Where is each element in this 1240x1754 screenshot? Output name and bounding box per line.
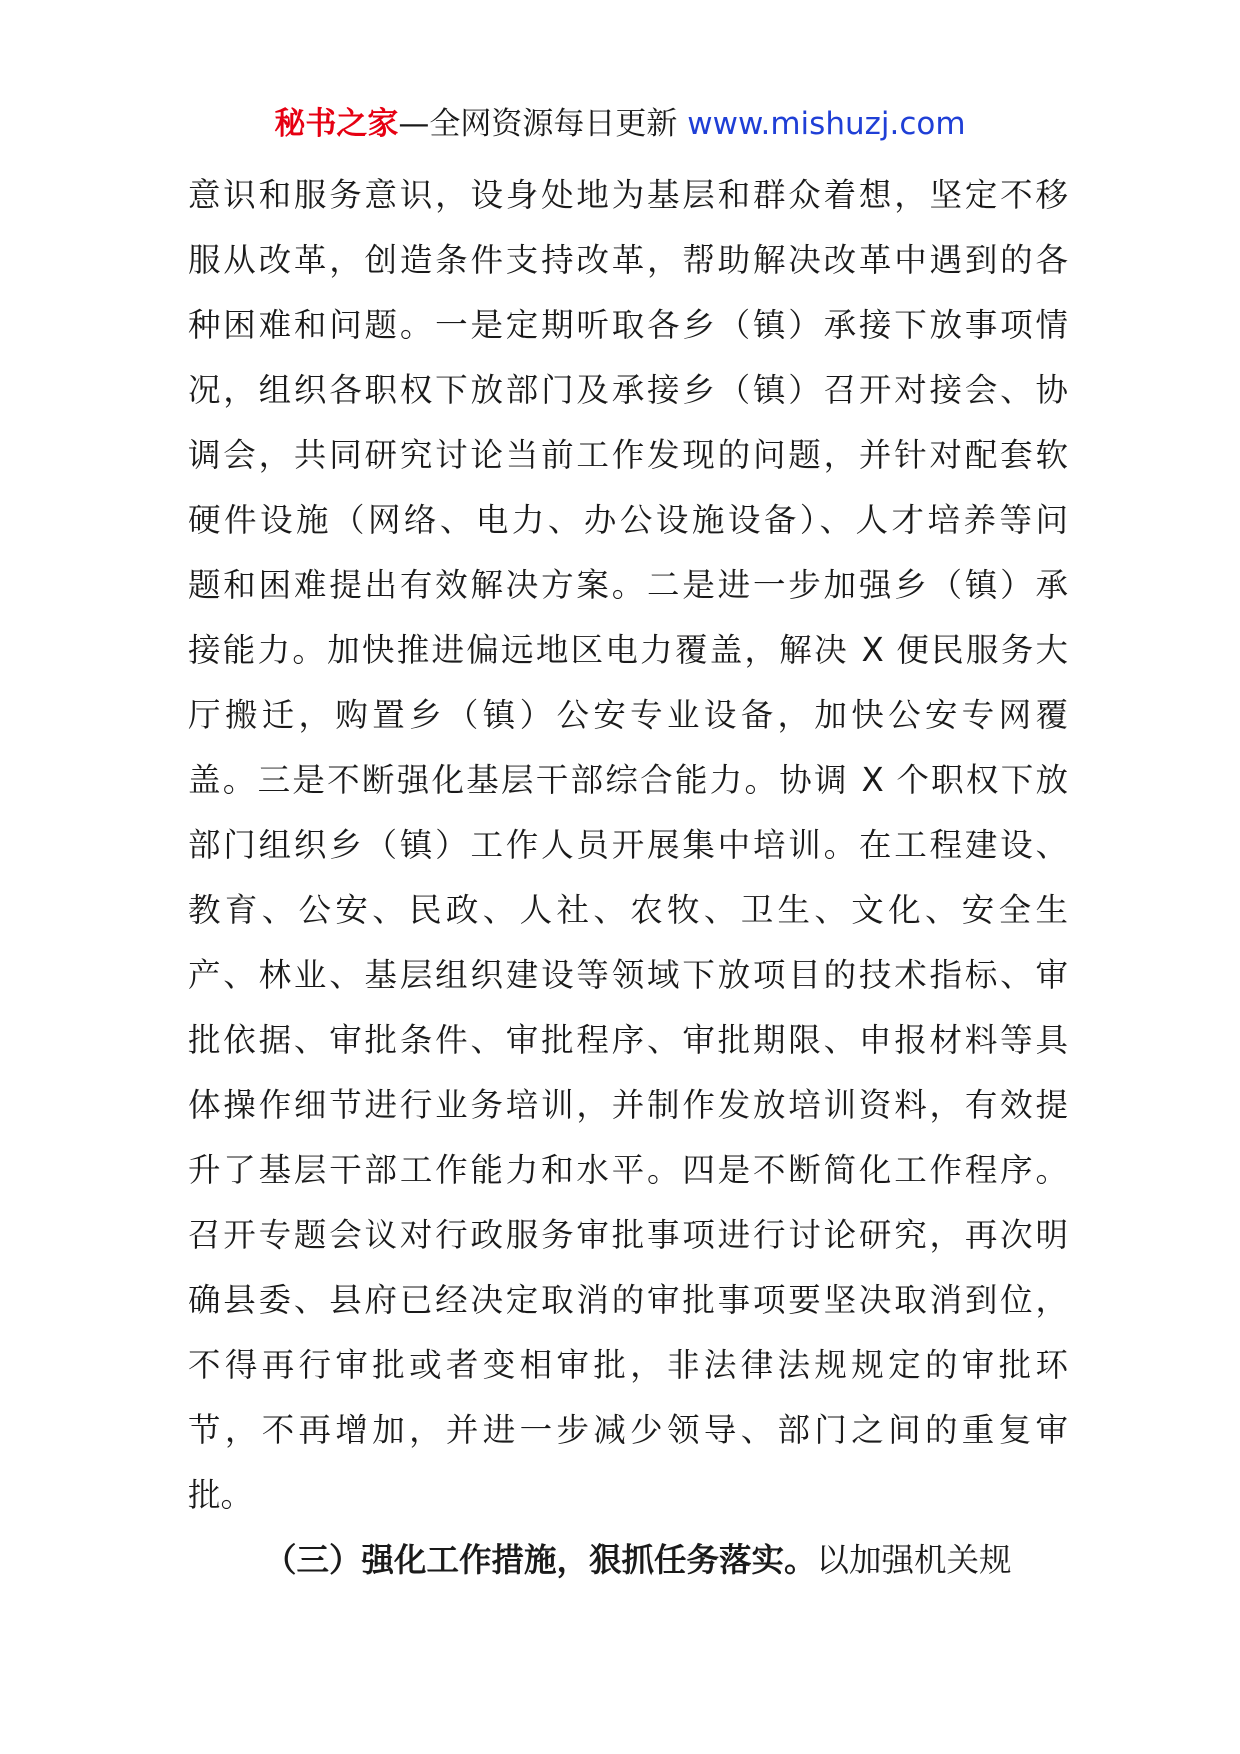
section-heading: （三）强化工作措施，狠抓任务落实。 <box>264 1541 817 1579</box>
site-url-link[interactable]: www.mishuzj.com <box>687 106 966 142</box>
text-line: 升了基层干部工作能力和水平。四是不断简化工作程序。 <box>188 1151 1068 1189</box>
text-line: 批依据、审批条件、审批程序、审批期限、申报材料等具 <box>188 1021 1068 1059</box>
text-line: 节，不再增加，并进一步减少领导、部门之间的重复审 <box>188 1411 1068 1449</box>
text-line: 不得再行审批或者变相审批，非法律法规规定的审批环 <box>188 1346 1068 1384</box>
text-line: 产、林业、基层组织建设等领域下放项目的技术指标、审 <box>188 956 1068 994</box>
text-line: 盖。三是不断强化基层干部综合能力。协调 X 个职权下放 <box>188 761 1068 799</box>
text-line: 服从改革，创造条件支持改革，帮助解决改革中遇到的各 <box>188 241 1068 279</box>
section-text: 以加强机关规 <box>816 1541 1012 1579</box>
section-line <box>188 1528 1068 1593</box>
text-line: 硬件设施（网络、电力、办公设施设备）、人才培养等问 <box>188 501 1068 539</box>
text-line: 意识和服务意识，设身处地为基层和群众着想，坚定不移 <box>188 176 1068 214</box>
text-line: 召开专题会议对行政服务审批事项进行讨论研究，再次明 <box>188 1216 1068 1254</box>
text-line: 体操作细节进行业务培训，并制作发放培训资料，有效提 <box>188 1086 1068 1124</box>
text-line: 确县委、县府已经决定取消的审批事项要坚决取消到位， <box>188 1281 1068 1319</box>
site-banner <box>0 102 1240 146</box>
text-line: 况，组织各职权下放部门及承接乡（镇）召开对接会、协 <box>188 371 1068 409</box>
text-line: 部门组织乡（镇）工作人员开展集中培训。在工程建设、 <box>188 826 1068 864</box>
text-line: 调会，共同研究讨论当前工作发现的问题，并针对配套软 <box>188 436 1068 474</box>
brand-name: 秘书之家 <box>274 106 399 142</box>
text-line: 种困难和问题。一是定期听取各乡（镇）承接下放事项情 <box>188 306 1068 344</box>
document-body <box>188 163 1068 1593</box>
text-line: 教育、公安、民政、人社、农牧、卫生、文化、安全生 <box>188 891 1068 929</box>
text-line: 厅搬迁，购置乡（镇）公安专业设备，加快公安专网覆 <box>188 696 1068 734</box>
text-line: 批。 <box>188 1476 254 1514</box>
text-line: 题和困难提出有效解决方案。二是进一步加强乡（镇）承 <box>188 566 1068 604</box>
text-line: 接能力。加快推进偏远地区电力覆盖，解决 X 便民服务大 <box>188 631 1068 669</box>
banner-tagline: —全网资源每日更新 <box>398 106 678 142</box>
